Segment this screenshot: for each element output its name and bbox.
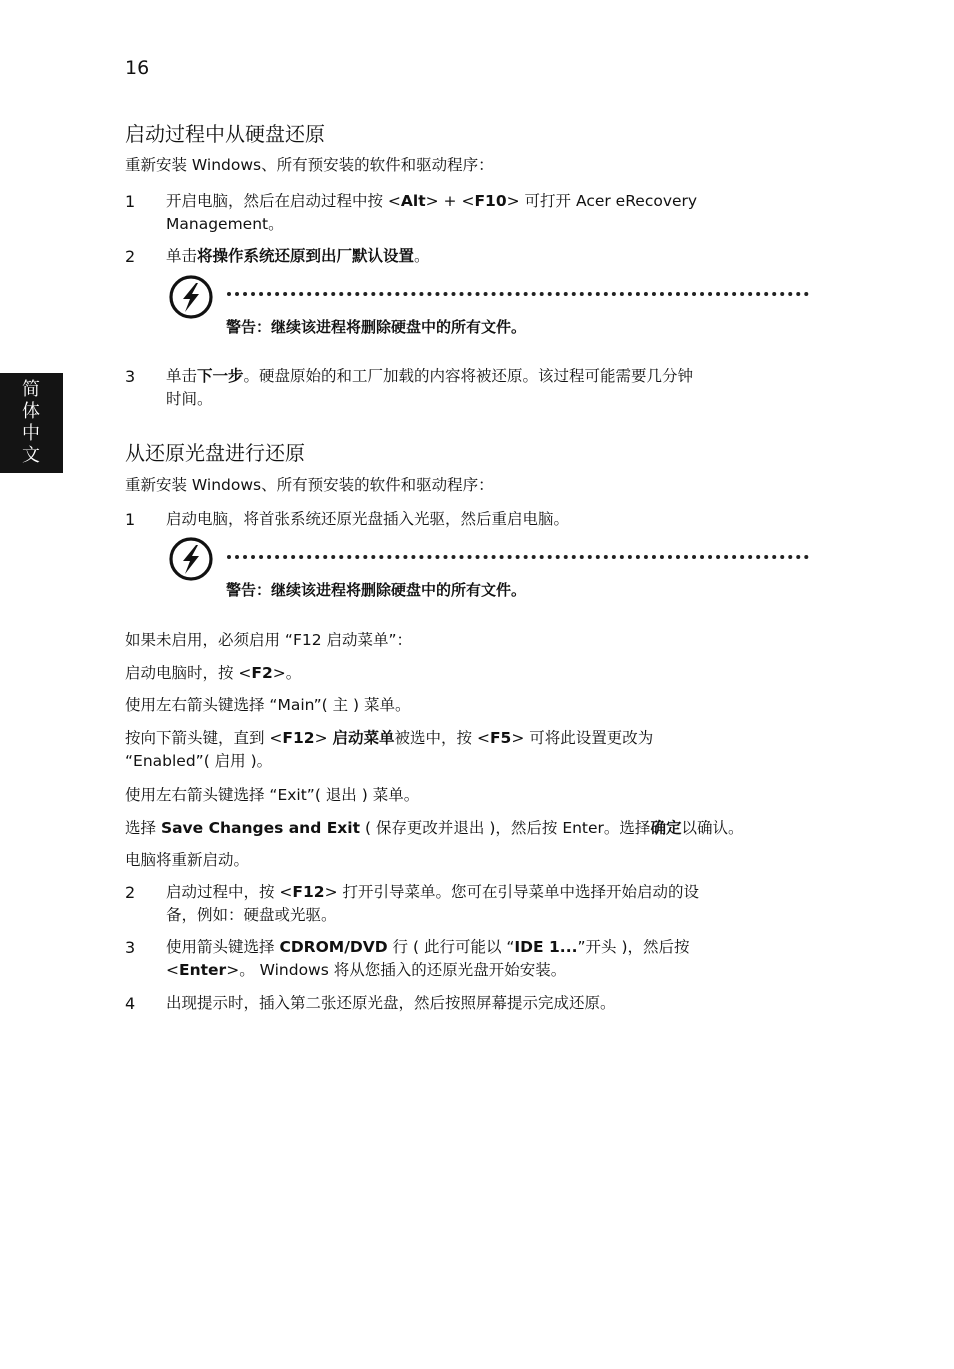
text-run: 。硬盘原始的和工厂加载的内容将被还原。该过程可能需要几分钟 bbox=[243, 367, 694, 385]
language-side-tab-label: 简体中文 bbox=[22, 379, 40, 466]
text-run: 启动电脑时，按 < bbox=[125, 664, 252, 682]
button-label: 确定 bbox=[650, 819, 682, 837]
text-run: > 可将此设置更改为 bbox=[511, 729, 654, 747]
text-run: 按向下箭头键，直到 < bbox=[125, 729, 283, 747]
text-run: 使用箭头键选择 bbox=[166, 938, 280, 956]
text-run: ( 保存更改并退出 )，然后按 Enter。选择 bbox=[360, 819, 651, 837]
key-label: F12 bbox=[292, 883, 325, 901]
menu-option-label: CDROM/DVD bbox=[279, 938, 388, 956]
menu-option-label: 将操作系统还原到出厂默认设置 bbox=[197, 247, 415, 265]
section2-intro: 重新安装 Windows、所有预安装的软件和驱动程序： bbox=[125, 476, 494, 494]
warning-lightning-icon bbox=[168, 274, 214, 320]
menu-option-label: IDE 1... bbox=[514, 938, 578, 956]
step-number: 4 bbox=[125, 994, 136, 1013]
key-label: F5 bbox=[489, 729, 512, 747]
text-run: < bbox=[166, 961, 179, 979]
text-run: 备，例如：硬盘或光驱。 bbox=[166, 906, 337, 924]
key-label: Enter bbox=[179, 961, 227, 979]
paragraph: 如果未启用，必须启用 “F12 启动菜单”： bbox=[125, 631, 413, 649]
text-run: >。 bbox=[272, 664, 302, 682]
step-number: 3 bbox=[125, 938, 136, 957]
warning-lightning-icon bbox=[168, 536, 214, 582]
text-run: >。 Windows 将从您插入的还原光盘开始安装。 bbox=[226, 961, 567, 979]
text-run: > bbox=[314, 729, 333, 747]
warning-divider bbox=[227, 292, 809, 296]
step-text: 启动电脑，将首张系统还原光盘插入光驱，然后重启电脑。 bbox=[166, 510, 570, 528]
section-heading-hdd-recovery: 启动过程中从硬盘还原 bbox=[125, 122, 325, 146]
warning-divider bbox=[227, 555, 809, 559]
step-text bbox=[166, 365, 806, 411]
text-run: 开启电脑，然后在启动过程中按 < bbox=[166, 192, 401, 210]
menu-option-label: Save Changes and Exit bbox=[160, 819, 361, 837]
paragraph: 电脑将重新启动。 bbox=[125, 851, 250, 869]
page-number: 16 bbox=[125, 57, 150, 79]
step-number: 2 bbox=[125, 883, 136, 902]
section1-intro: 重新安装 Windows、所有预安装的软件和驱动程序： bbox=[125, 156, 494, 174]
text-run: 被选中，按 < bbox=[394, 729, 490, 747]
key-label: Alt bbox=[400, 192, 426, 210]
text-run: > 打开引导菜单。您可在引导菜单中选择开始启动的设 bbox=[324, 883, 700, 901]
text-run: 以确认。 bbox=[681, 819, 744, 837]
text-run: 行 ( 此行可能以 “ bbox=[387, 938, 515, 956]
paragraph: 使用左右箭头键选择 “Exit”( 退出 ) 菜单。 bbox=[125, 786, 420, 804]
step-text bbox=[166, 936, 806, 982]
paragraph bbox=[125, 817, 815, 840]
paragraph: 使用左右箭头键选择 “Main”( 主 ) 菜单。 bbox=[125, 696, 411, 714]
text-run: 启动过程中，按 < bbox=[166, 883, 293, 901]
text-run: 单击 bbox=[166, 367, 198, 385]
text-run: ”开头 )，然后按 bbox=[577, 938, 690, 956]
language-side-tab bbox=[0, 373, 63, 473]
text-run: Management。 bbox=[166, 215, 284, 233]
step-number: 3 bbox=[125, 367, 136, 386]
menu-option-label: 启动菜单 bbox=[332, 729, 395, 747]
key-label: F2 bbox=[251, 664, 273, 682]
step-number: 1 bbox=[125, 510, 136, 529]
text-run: “Enabled”( 启用 )。 bbox=[125, 752, 273, 770]
text-run: > + < bbox=[425, 192, 475, 210]
warning-text: 警告：继续该进程将删除硬盘中的所有文件。 bbox=[226, 318, 527, 336]
paragraph bbox=[125, 727, 815, 773]
step-number: 1 bbox=[125, 192, 136, 211]
step-text: 出现提示时，插入第二张还原光盘，然后按照屏幕提示完成还原。 bbox=[166, 994, 616, 1012]
step-number: 2 bbox=[125, 247, 136, 266]
step-text bbox=[166, 245, 806, 268]
button-label: 下一步 bbox=[197, 367, 244, 385]
text-run: 。 bbox=[414, 247, 430, 265]
warning-text: 警告：继续该进程将删除硬盘中的所有文件。 bbox=[226, 581, 527, 599]
paragraph bbox=[125, 662, 815, 685]
text-run: 单击 bbox=[166, 247, 198, 265]
step-text bbox=[166, 881, 806, 927]
step-text bbox=[166, 190, 806, 236]
text-run: > 可打开 Acer eRecovery bbox=[506, 192, 698, 210]
key-label: F12 bbox=[282, 729, 315, 747]
key-label: F10 bbox=[474, 192, 507, 210]
section-heading-disc-recovery: 从还原光盘进行还原 bbox=[125, 441, 305, 465]
text-run: 时间。 bbox=[166, 390, 213, 408]
text-run: 选择 bbox=[125, 819, 161, 837]
